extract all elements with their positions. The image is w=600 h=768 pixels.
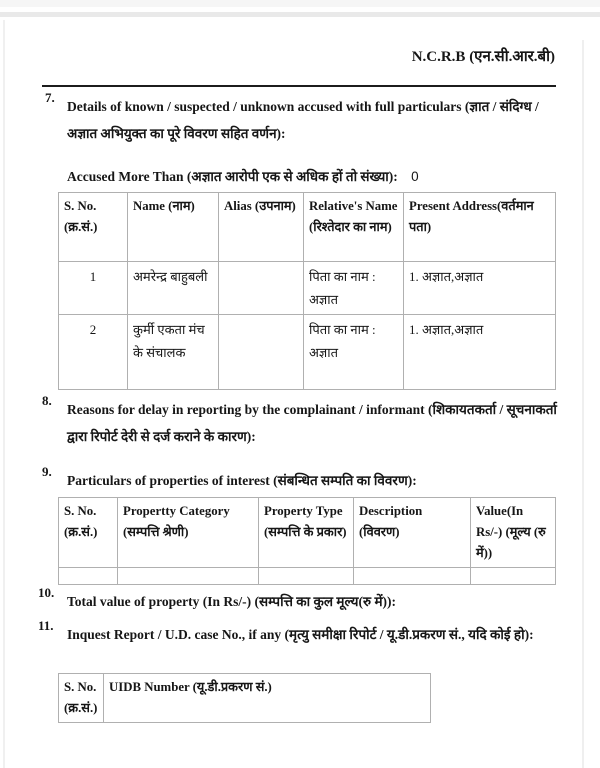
accused-row-2-alias — [219, 315, 304, 390]
item-10 — [38, 585, 559, 615]
properties-empty-category — [118, 568, 259, 585]
accused-header-alias: Alias (उपनाम) — [219, 193, 304, 262]
item-7 — [45, 90, 559, 147]
properties-header-description: Description (विवरण) — [354, 498, 471, 568]
accused-more-than-value: 0 — [411, 169, 419, 184]
accused-row-2-present-address: 1. अज्ञात,अज्ञात — [404, 315, 556, 390]
properties-header-type: Property Type (सम्पत्ति के प्रकार) — [259, 498, 354, 568]
properties-header-value: Value(In Rs/-) (मूल्य (रु में)) — [471, 498, 556, 568]
accused-row-1-relatives-name: पिता का नाम : अज्ञात — [304, 262, 404, 315]
properties-header-category: Propertty Category (सम्पत्ति श्रेणी) — [118, 498, 259, 568]
item-8 — [42, 393, 559, 450]
properties-table — [58, 497, 556, 585]
properties-header-s-no: S. No. (क्र.सं.) — [59, 498, 118, 568]
accused-row-1-s-no: 1 — [59, 262, 128, 315]
item-11-label: Inquest Report / U.D. case No., if any (मृत्यु समीक्षा रिपोर्ट / यू.डी.प्रकरण सं., यदि कोई हो): — [67, 627, 534, 642]
accused-row-1-present-address: 1. अज्ञात,अज्ञात — [404, 262, 556, 315]
uidb-header-number: UIDB Number (यू.डी.प्रकरण सं.) — [104, 674, 431, 723]
scan-artifact-left-edge — [3, 20, 5, 768]
properties-empty-value — [471, 568, 556, 585]
properties-empty-description — [354, 568, 471, 585]
accused-row-2-s-no: 2 — [59, 315, 128, 390]
header-divider-line — [42, 85, 556, 87]
accused-row-2-relatives-name: पिता का नाम : अज्ञात — [304, 315, 404, 390]
ncrb-header-title: N.C.R.B (एन.सी.आर.बी) — [411, 49, 555, 65]
accused-row-2-name: कुर्मी एकता मंच के संचालक — [128, 315, 219, 390]
accused-table-header-row — [59, 193, 556, 262]
item-7-number: 7. — [45, 90, 55, 105]
item-10-number: 10. — [38, 585, 55, 600]
accused-header-relatives-name: Relative's Name (रिश्तेदार का नाम) — [304, 193, 404, 262]
properties-table-header-row — [59, 498, 556, 568]
properties-empty-s-no — [59, 568, 118, 585]
item-10-label: Total value of property (In Rs/-) (सम्पत्ति का कुल मूल्य(रु में)): — [67, 594, 397, 609]
scan-artifact-right-edge — [582, 40, 584, 768]
item-11 — [38, 618, 559, 648]
uidb-table — [58, 673, 431, 723]
scan-artifact-top-line — [0, 12, 600, 17]
item-11-number: 11. — [38, 618, 54, 633]
accused-row-1-alias — [219, 262, 304, 315]
accused-header-name: Name (नाम) — [128, 193, 219, 262]
item-9-number: 9. — [42, 464, 52, 479]
item-7-label: Details of known / suspected / unknown accused with full particulars (ज्ञात / संदिग्ध / अज्ञात अभियुक्त का पूरे विवरण सहित वर्णन): — [67, 99, 539, 141]
accused-table — [58, 192, 556, 390]
scan-artifact-top-band — [0, 0, 600, 7]
accused-row-1-name: अमरेन्द्र बाहुबली — [128, 262, 219, 315]
accused-header-s-no: S. No. (क्र.सं.) — [59, 193, 128, 262]
uidb-header-s-no: S. No. (क्र.सं.) — [59, 674, 104, 723]
accused-more-than — [67, 167, 419, 185]
accused-more-than-label: Accused More Than (अज्ञात आरोपी एक से अधिक हों तो संख्या): — [67, 169, 398, 184]
accused-header-present-address: Present Address(वर्तमान पता) — [404, 193, 556, 262]
properties-empty-type — [259, 568, 354, 585]
accused-table-row-2 — [59, 315, 556, 390]
item-9 — [42, 464, 559, 494]
item-9-label: Particulars of properties of interest (संबन्धित सम्पति का विवरण): — [67, 473, 417, 488]
accused-table-row-1 — [59, 262, 556, 315]
properties-table-empty-row — [59, 568, 556, 585]
uidb-table-header-row — [59, 674, 431, 723]
item-8-label: Reasons for delay in reporting by the complainant / informant (शिकायतकर्ता / सूचनाकर्ता द्वारा रिपोर्ट देरी से दर्ज कराने के कारण): — [67, 402, 557, 444]
item-8-number: 8. — [42, 393, 52, 408]
